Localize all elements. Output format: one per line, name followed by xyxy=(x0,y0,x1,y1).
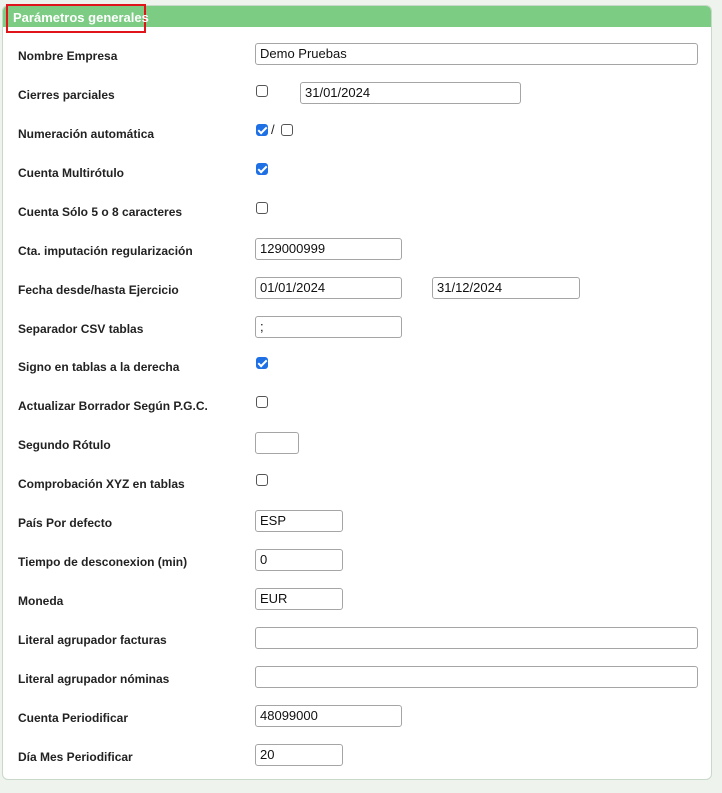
row-numeracion-automatica xyxy=(3,121,711,149)
label-cuenta-periodificar: Cuenta Periodificar xyxy=(18,711,129,725)
label-dia-mes-periodificar: Día Mes Periodificar xyxy=(18,750,133,764)
nombre-empresa-input[interactable]: Demo Pruebas xyxy=(255,43,698,65)
cuenta-periodificar-input[interactable]: 48099000 xyxy=(255,705,402,727)
label-tiempo-desconexion: Tiempo de desconexion (min) xyxy=(18,555,188,569)
cuenta-solo-5-8-checkbox[interactable] xyxy=(256,202,268,214)
general-parameters-panel xyxy=(2,5,712,780)
panel-title: Parámetros generales xyxy=(6,4,146,33)
fecha-desde-input[interactable]: 01/01/2024 xyxy=(255,277,402,299)
row-literal-facturas xyxy=(3,627,711,655)
actualizar-borrador-checkbox[interactable] xyxy=(256,396,268,408)
row-literal-nominas xyxy=(3,666,711,694)
label-pais-defecto: País Por defecto xyxy=(18,516,113,530)
row-separador-csv xyxy=(3,316,711,344)
row-signo-derecha xyxy=(3,354,711,382)
label-signo-derecha: Signo en tablas a la derecha xyxy=(18,360,180,374)
literal-nominas-input[interactable] xyxy=(255,666,698,688)
label-moneda: Moneda xyxy=(18,594,64,608)
cuenta-multirotulo-checkbox[interactable] xyxy=(256,163,268,175)
label-cuenta-multirotulo: Cuenta Multirótulo xyxy=(18,166,124,180)
cta-imputacion-input[interactable]: 129000999 xyxy=(255,238,402,260)
row-tiempo-desconexion xyxy=(3,549,711,577)
label-cierres-parciales: Cierres parciales xyxy=(18,88,115,102)
label-segundo-rotulo: Segundo Rótulo xyxy=(18,438,111,452)
fecha-hasta-input[interactable]: 31/12/2024 xyxy=(432,277,580,299)
comprobacion-xyz-checkbox[interactable] xyxy=(256,474,268,486)
separador-csv-input[interactable]: ; xyxy=(255,316,402,338)
label-cta-imputacion: Cta. imputación regularización xyxy=(18,244,193,258)
row-moneda xyxy=(3,588,711,616)
tiempo-desconexion-input[interactable]: 0 xyxy=(255,549,343,571)
pais-defecto-input[interactable]: ESP xyxy=(255,510,343,532)
numeracion-automatica-checkbox-b[interactable] xyxy=(281,124,293,136)
moneda-input[interactable]: EUR xyxy=(255,588,343,610)
label-literal-nominas: Literal agrupador nóminas xyxy=(18,672,170,686)
row-actualizar-borrador xyxy=(3,393,711,421)
row-dia-mes-periodificar xyxy=(3,744,711,772)
row-fecha-ejercicio xyxy=(3,277,711,305)
label-literal-facturas: Literal agrupador facturas xyxy=(18,633,167,647)
dia-mes-periodificar-input[interactable]: 20 xyxy=(255,744,343,766)
row-cierres-parciales xyxy=(3,82,711,110)
segundo-rotulo-input[interactable] xyxy=(255,432,299,454)
literal-facturas-input[interactable] xyxy=(255,627,698,649)
row-cta-imputacion xyxy=(3,238,711,266)
label-separador-csv: Separador CSV tablas xyxy=(18,322,144,336)
row-segundo-rotulo xyxy=(3,432,711,460)
numeracion-separator: / xyxy=(271,122,275,137)
row-cuenta-solo-5-8 xyxy=(3,199,711,227)
row-nombre-empresa xyxy=(3,43,711,71)
label-nombre-empresa: Nombre Empresa xyxy=(18,49,118,63)
row-cuenta-periodificar xyxy=(3,705,711,733)
signo-derecha-checkbox[interactable] xyxy=(256,357,268,369)
label-cuenta-solo-5-8: Cuenta Sólo 5 o 8 caracteres xyxy=(18,205,183,219)
row-pais-defecto xyxy=(3,510,711,538)
label-fecha-ejercicio: Fecha desde/hasta Ejercicio xyxy=(18,283,179,297)
numeracion-automatica-checkbox-a[interactable] xyxy=(256,124,268,136)
row-cuenta-multirotulo xyxy=(3,160,711,188)
row-comprobacion-xyz xyxy=(3,471,711,499)
label-actualizar-borrador: Actualizar Borrador Según P.G.C. xyxy=(18,399,208,413)
cierres-parciales-checkbox[interactable] xyxy=(256,85,268,97)
cierres-parciales-date-input[interactable]: 31/01/2024 xyxy=(300,82,521,104)
label-comprobacion-xyz: Comprobación XYZ en tablas xyxy=(18,477,185,491)
label-numeracion-automatica: Numeración automática xyxy=(18,127,155,141)
panel-header xyxy=(3,6,711,27)
